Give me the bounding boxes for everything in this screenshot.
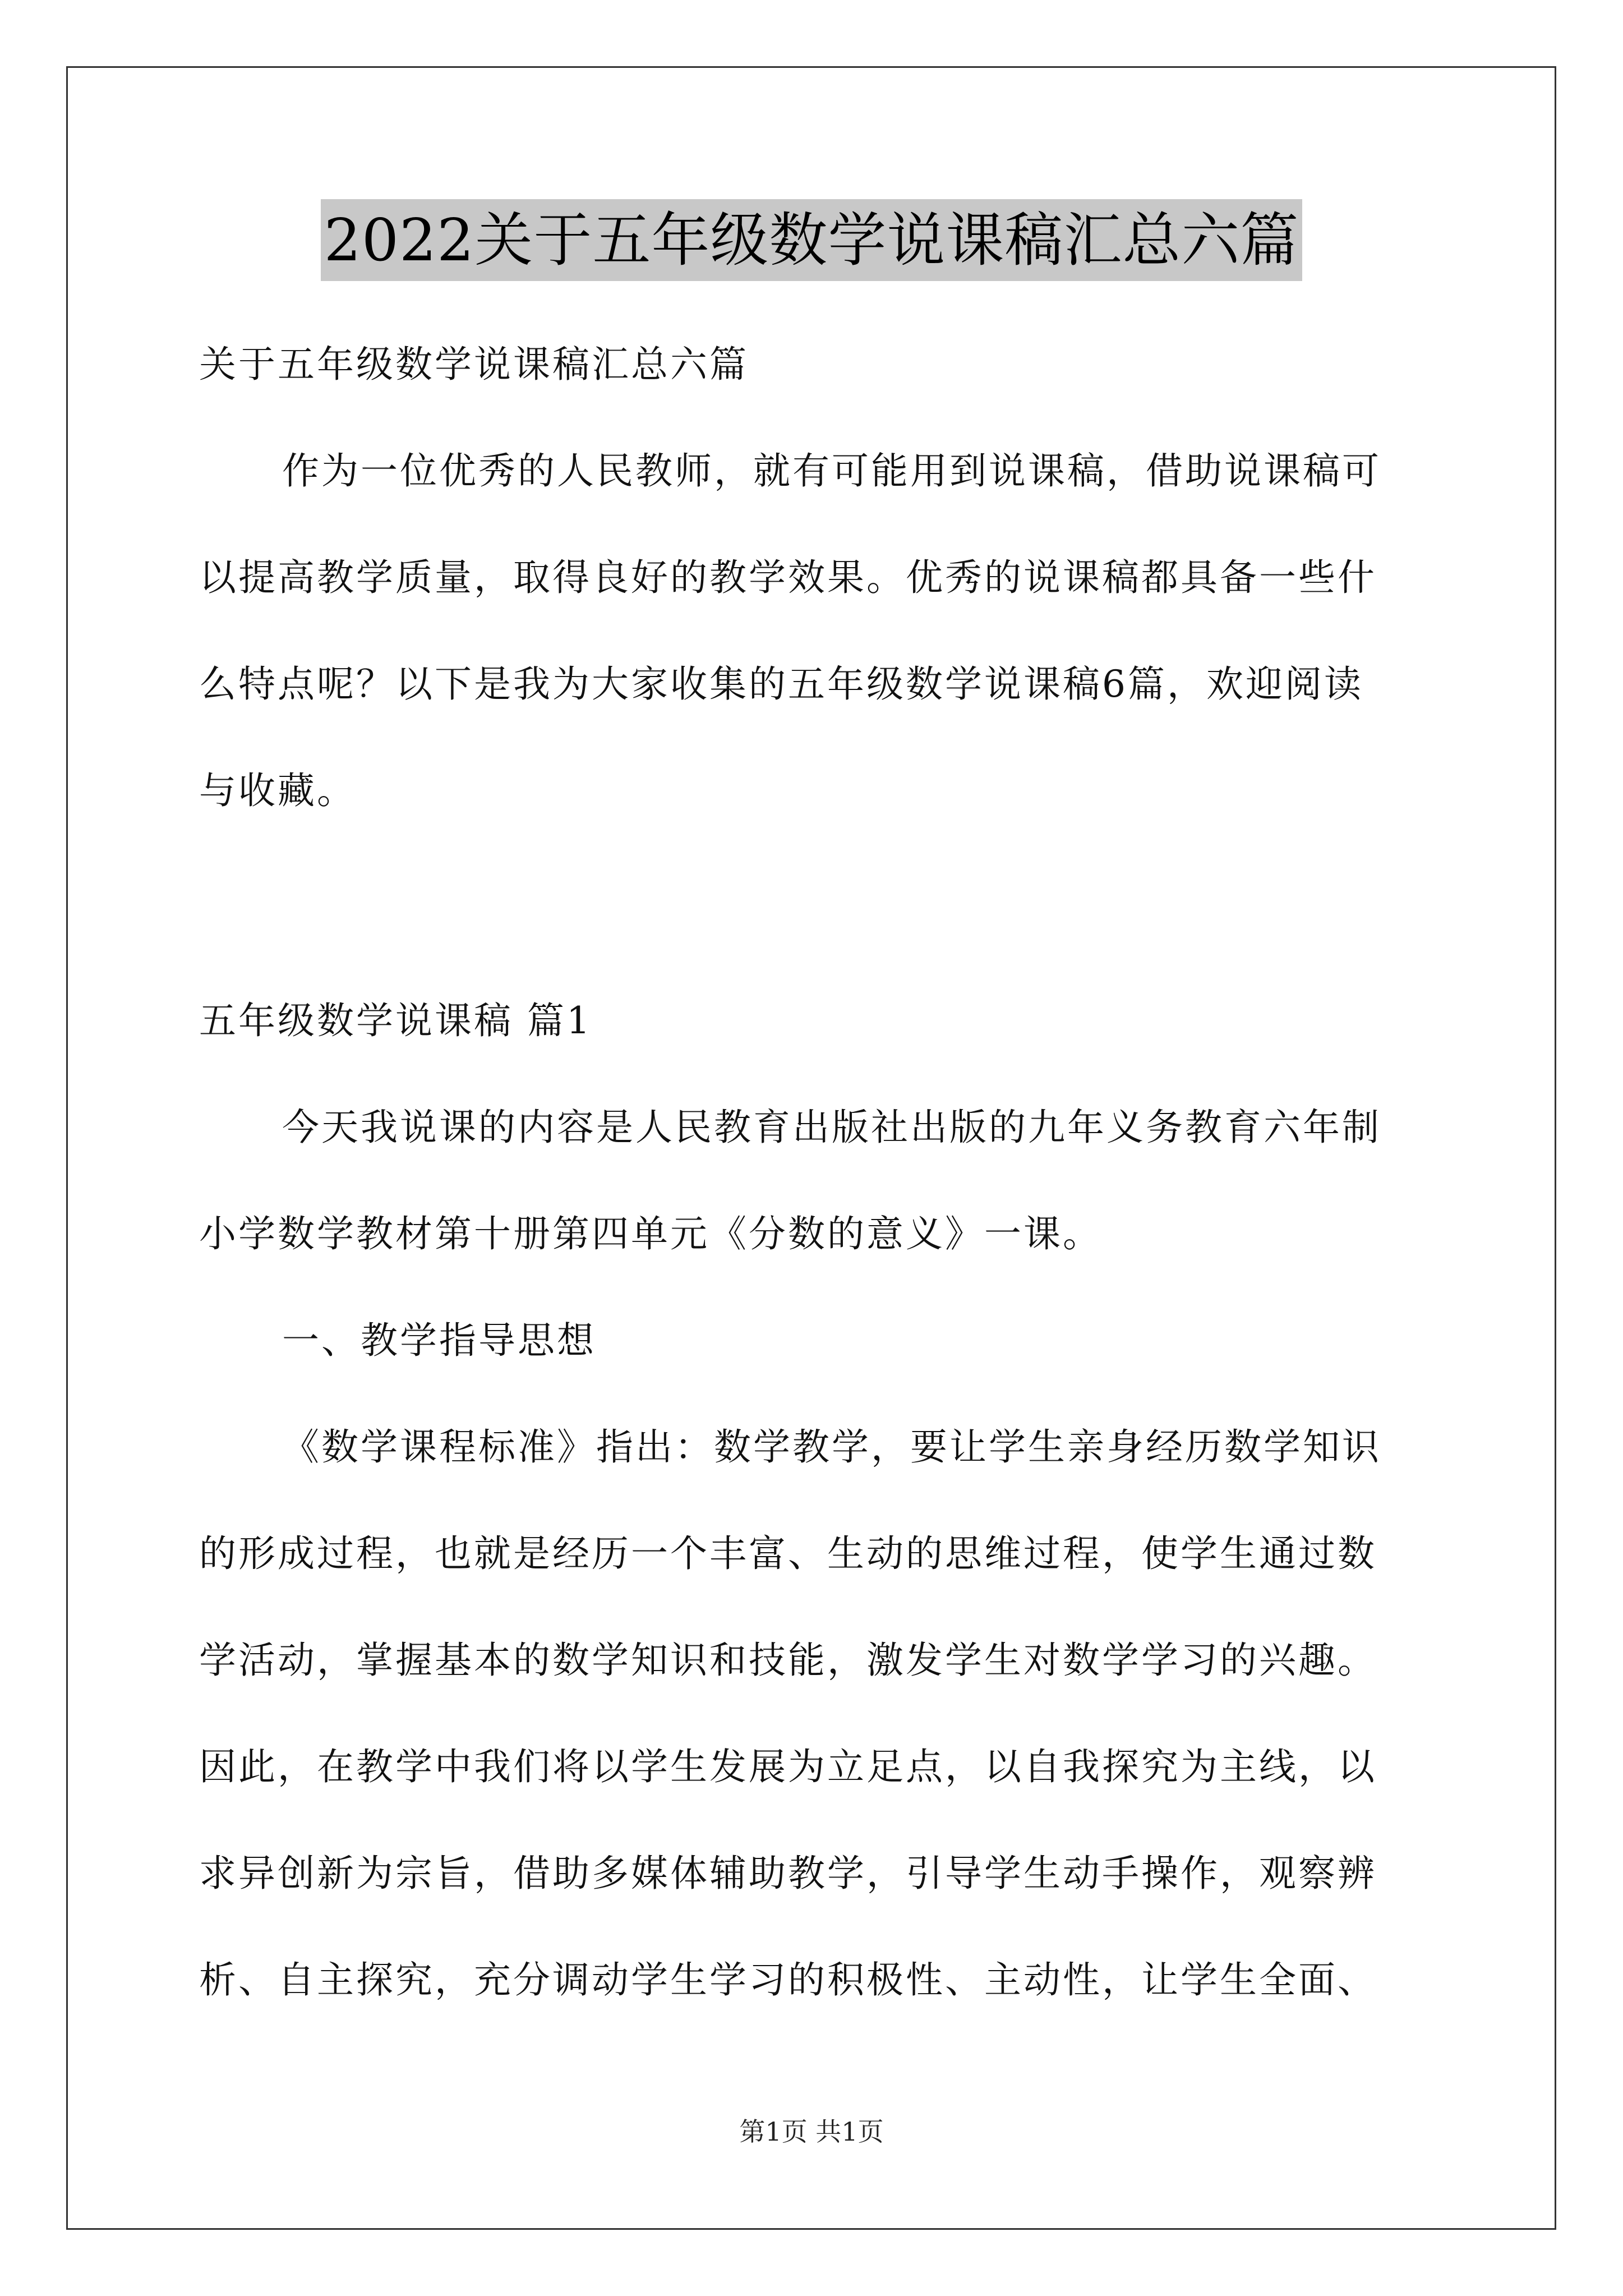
- body-line: 《数学课程标准》指出：数学教学，要让学生亲身经历数学知识: [282, 1425, 1381, 1469]
- body-line: 小学数学教材第十册第四单元《分数的意义》一课。: [199, 1212, 1102, 1255]
- document-title: 2022关于五年级数学说课稿汇总六篇: [321, 199, 1303, 281]
- body-line: 的形成过程，也就是经历一个丰富、生动的思维过程，使学生通过数: [199, 1532, 1377, 1575]
- document-subtitle: 关于五年级数学说课稿汇总六篇: [199, 343, 749, 386]
- body-line: 求异创新为宗旨，借助多媒体辅助教学，引导学生动手操作，观察辨: [199, 1852, 1377, 1895]
- intro-line: 作为一位优秀的人民教师，就有可能用到说课稿，借助说课稿可: [282, 449, 1381, 493]
- body-line: 因此，在教学中我们将以学生发展为立足点，以自我探究为主线，以: [199, 1745, 1377, 1788]
- page-footer: 第1页 共1页: [739, 2116, 884, 2147]
- subsection-heading: 一、教学指导思想: [282, 1319, 596, 1362]
- title-container: [0, 199, 1623, 281]
- intro-line: 以提高教学质量，取得良好的教学效果。优秀的说课稿都具备一些什: [199, 556, 1377, 599]
- body-line: 学活动，掌握基本的数学知识和技能，激发学生对数学学习的兴趣。: [199, 1639, 1377, 1682]
- intro-line: 与收藏。: [199, 769, 356, 812]
- intro-line: 么特点呢？以下是我为大家收集的五年级数学说课稿6篇，欢迎阅读: [199, 662, 1363, 706]
- body-line: 析、自主探究，充分调动学生学习的积极性、主动性，让学生全面、: [199, 1958, 1377, 2001]
- body-line: 今天我说课的内容是人民教育出版社出版的九年义务教育六年制: [282, 1106, 1381, 1149]
- section-heading: 五年级数学说课稿 篇1: [199, 999, 592, 1042]
